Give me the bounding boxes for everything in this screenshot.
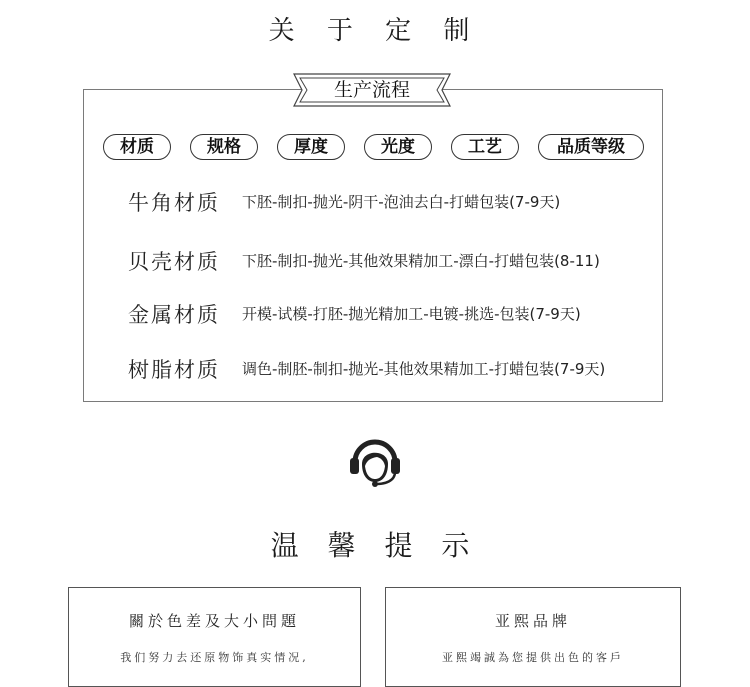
tag-material: 材质 xyxy=(103,134,171,160)
tag-spec: 规格 xyxy=(190,134,258,160)
tag-thickness: 厚度 xyxy=(277,134,345,160)
process-row-resin xyxy=(0,354,750,384)
tip-card-brand xyxy=(385,587,681,687)
process-row-horn xyxy=(0,187,750,217)
material-name: 牛角材质 xyxy=(128,191,220,215)
tag-gloss: 光度 xyxy=(364,134,432,160)
tag-quality-grade: 品质等级 xyxy=(538,134,644,160)
tag-craft: 工艺 xyxy=(451,134,519,160)
process-banner xyxy=(292,72,452,108)
process-row-shell xyxy=(0,246,750,276)
material-name: 树脂材质 xyxy=(128,358,220,382)
process-banner-label: 生产流程 xyxy=(333,79,410,101)
headset-customer-service-icon xyxy=(347,434,403,494)
process-steps: 开模-试模-打胚-抛光精加工-电镀-挑选-包装(7-9天) xyxy=(242,305,581,323)
warm-tips-title: 温 馨 提 示 xyxy=(270,529,480,562)
process-row-metal xyxy=(0,299,750,329)
process-steps: 调色-制胚-制扣-抛光-其他效果精加工-打蜡包装(7-9天) xyxy=(242,360,606,378)
material-name: 金属材质 xyxy=(128,303,220,327)
material-name: 贝壳材质 xyxy=(128,250,220,274)
process-steps: 下胚-制扣-抛光-阴干-泡油去白-打蜡包装(7-9天) xyxy=(242,193,561,211)
tip-card-title: 關於色差及大小問題 xyxy=(128,612,300,630)
process-steps: 下胚-制扣-抛光-其他效果精加工-漂白-打蜡包装(8-11) xyxy=(242,252,600,270)
tip-card-text: 我们努力去还原物饰真实情况, xyxy=(120,651,309,664)
tip-card-color-size xyxy=(68,587,361,687)
page-title-custom: 关 于 定 制 xyxy=(268,16,482,46)
tip-card-title: 亚熙品牌 xyxy=(494,612,571,630)
tip-card-text: 亚熙竭誠為您提供出色的客戶 xyxy=(442,651,624,664)
